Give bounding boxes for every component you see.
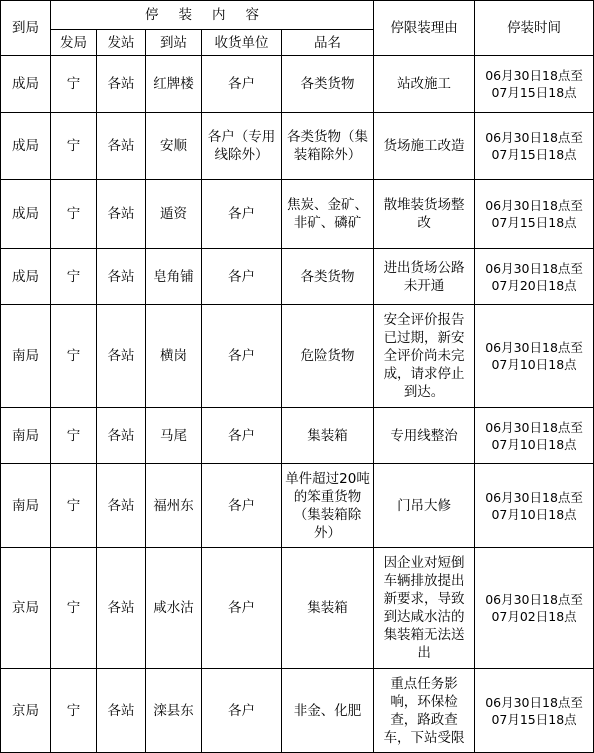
cell-dest-station: 咸水沽 — [146, 548, 202, 669]
cell-dest-bureau: 京局 — [1, 669, 51, 753]
cell-time: 06月30日18点至 07月02日18点 — [475, 548, 594, 669]
cell-time: 06月30日18点至 07月10日18点 — [475, 408, 594, 464]
cell-origin-bureau: 宁 — [51, 180, 97, 249]
cell-dest-station: 滦县东 — [146, 669, 202, 753]
cell-dest-station: 皂角铺 — [146, 249, 202, 305]
cell-dest-station: 福州东 — [146, 464, 202, 548]
cell-consignee: 各户 — [202, 305, 282, 408]
table-row — [1, 464, 594, 548]
cell-consignee: 各户 — [202, 464, 282, 548]
cell-origin-bureau: 宁 — [51, 464, 97, 548]
header-goods: 品名 — [282, 30, 374, 56]
cell-reason: 门吊大修 — [374, 464, 475, 548]
cell-goods: 各类货物 — [282, 56, 374, 113]
header-time: 停装时间 — [475, 1, 594, 56]
cell-goods: 各类货物（集装箱除外） — [282, 113, 374, 180]
cell-goods: 集装箱 — [282, 408, 374, 464]
cell-origin-bureau: 宁 — [51, 305, 97, 408]
cell-origin-station: 各站 — [97, 249, 146, 305]
header-dest-station: 到站 — [146, 30, 202, 56]
cell-time: 06月30日18点至 07月15日18点 — [475, 113, 594, 180]
cell-consignee: 各户 — [202, 408, 282, 464]
cell-origin-bureau: 宁 — [51, 669, 97, 753]
cell-reason: 进出货场公路未开通 — [374, 249, 475, 305]
cell-dest-station: 红牌楼 — [146, 56, 202, 113]
cell-reason: 站改施工 — [374, 56, 475, 113]
cell-origin-station: 各站 — [97, 408, 146, 464]
cell-dest-station: 遁资 — [146, 180, 202, 249]
cell-origin-bureau: 宁 — [51, 548, 97, 669]
header-group: 停装内容 — [51, 1, 374, 30]
table-row — [1, 113, 594, 180]
cell-time: 06月30日18点至 07月10日18点 — [475, 464, 594, 548]
cell-goods: 非金、化肥 — [282, 669, 374, 753]
cell-origin-station: 各站 — [97, 305, 146, 408]
cell-dest-bureau: 成局 — [1, 56, 51, 113]
cell-reason: 货场施工改造 — [374, 113, 475, 180]
cell-reason: 散堆装货场整改 — [374, 180, 475, 249]
cell-dest-bureau: 成局 — [1, 113, 51, 180]
cell-dest-station: 横岗 — [146, 305, 202, 408]
cell-origin-bureau: 宁 — [51, 113, 97, 180]
table-row — [1, 669, 594, 753]
header-consignee: 收货单位 — [202, 30, 282, 56]
cell-time: 06月30日18点至 07月10日18点 — [475, 305, 594, 408]
cell-origin-station: 各站 — [97, 548, 146, 669]
cell-goods: 焦炭、金矿、非矿、磷矿 — [282, 180, 374, 249]
cell-time: 06月30日18点至 07月15日18点 — [475, 180, 594, 249]
cell-origin-station: 各站 — [97, 180, 146, 249]
cell-origin-station: 各站 — [97, 669, 146, 753]
cell-goods: 各类货物 — [282, 249, 374, 305]
cell-dest-station: 安顺 — [146, 113, 202, 180]
cell-consignee: 各户 — [202, 669, 282, 753]
header-origin-bureau: 发局 — [51, 30, 97, 56]
header-reason: 停限装理由 — [374, 1, 475, 56]
cell-origin-bureau: 宁 — [51, 56, 97, 113]
table-row — [1, 180, 594, 249]
cell-origin-bureau: 宁 — [51, 249, 97, 305]
cell-dest-bureau: 成局 — [1, 180, 51, 249]
table-row — [1, 305, 594, 408]
cell-dest-bureau: 京局 — [1, 548, 51, 669]
cell-goods: 集装箱 — [282, 548, 374, 669]
cell-reason: 因企业对短倒车辆排放提出新要求，导致到达咸水沽的集装箱无法送出 — [374, 548, 475, 669]
table-row — [1, 249, 594, 305]
table-row — [1, 548, 594, 669]
cell-time: 06月30日18点至 07月15日18点 — [475, 56, 594, 113]
cell-consignee: 各户 — [202, 548, 282, 669]
cell-dest-station: 马尾 — [146, 408, 202, 464]
cell-dest-bureau: 成局 — [1, 249, 51, 305]
cell-time: 06月30日18点至 07月20日18点 — [475, 249, 594, 305]
cell-reason: 安全评价报告已过期，新安全评价尚未完成，请求停止到达。 — [374, 305, 475, 408]
cell-consignee: 各户 — [202, 180, 282, 249]
cell-origin-station: 各站 — [97, 464, 146, 548]
header-dest-bureau: 到局 — [1, 1, 51, 56]
cell-goods: 单件超过20吨的笨重货物（集装箱除外） — [282, 464, 374, 548]
table-row — [1, 408, 594, 464]
cell-reason: 专用线整治 — [374, 408, 475, 464]
cell-dest-bureau: 南局 — [1, 305, 51, 408]
cell-origin-bureau: 宁 — [51, 408, 97, 464]
cell-dest-bureau: 南局 — [1, 464, 51, 548]
cell-origin-station: 各站 — [97, 113, 146, 180]
table-row — [1, 56, 594, 113]
header-origin-station: 发站 — [97, 30, 146, 56]
cell-dest-bureau: 南局 — [1, 408, 51, 464]
cell-reason: 重点任务影响，环保检查，路政查车，下站受限 — [374, 669, 475, 753]
cell-consignee: 各户 — [202, 249, 282, 305]
cell-origin-station: 各站 — [97, 56, 146, 113]
cell-consignee: 各户（专用线除外） — [202, 113, 282, 180]
cell-consignee: 各户 — [202, 56, 282, 113]
cell-goods: 危险货物 — [282, 305, 374, 408]
cell-time: 06月30日18点至 07月15日18点 — [475, 669, 594, 753]
